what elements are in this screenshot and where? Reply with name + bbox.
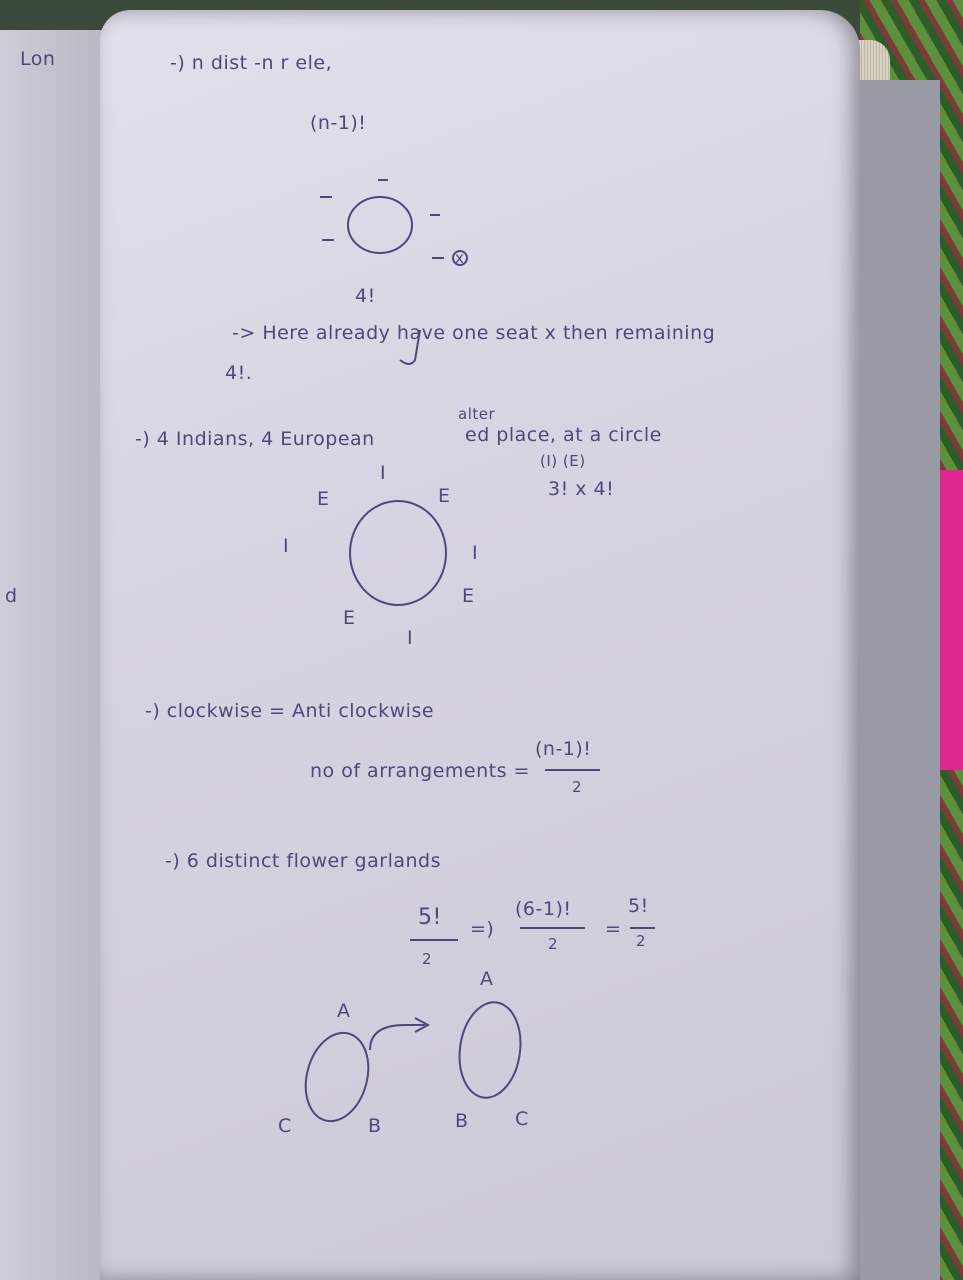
formula-1-numerator: (n-1)! xyxy=(535,738,592,760)
seat-bottom-right: E xyxy=(462,585,475,607)
garland-numerator-3: 5! xyxy=(628,895,649,917)
formula-1-denominator: 2 xyxy=(572,778,583,796)
circle-1-label: 4! xyxy=(355,285,376,307)
left-margin-bottom: d xyxy=(5,585,18,607)
seat-top: I xyxy=(380,462,387,484)
garland-left-top-label: A xyxy=(337,1000,351,1022)
note-line-1: -) n dist -n r ele, xyxy=(170,52,333,74)
garland-circle-left xyxy=(296,1026,377,1128)
garland-right-bottom-left-label: B xyxy=(455,1110,469,1132)
note-ie: (I) (E) xyxy=(540,452,586,470)
garland-equals: = xyxy=(605,918,622,940)
note-problem-2: ed place, at a circle xyxy=(465,424,662,446)
note-line-2: (n-1)! xyxy=(310,112,367,134)
seat-bottom: I xyxy=(407,627,414,649)
note-problem: -) 4 Indians, 4 European xyxy=(135,428,375,450)
garland-numerator-1: 5! xyxy=(418,905,442,930)
arrow-between-garlands xyxy=(370,1018,428,1050)
note-line-3: -> Here already have one seat x then remaining xyxy=(232,322,716,344)
garland-circle-right xyxy=(454,998,527,1101)
garland-right-bottom-right-label: C xyxy=(515,1108,529,1130)
note-arrangements: no of arrangements = xyxy=(310,760,530,782)
garland-left-bottom-right-label: B xyxy=(368,1115,382,1137)
garland-numerator-2: (6-1)! xyxy=(515,898,572,920)
seat-top-right: E xyxy=(438,485,451,507)
seat-left: I xyxy=(283,535,290,557)
note-answer-1: 3! x 4! xyxy=(548,478,615,500)
seat-bottom-left: E xyxy=(343,607,356,629)
note-line-4: 4!. xyxy=(225,362,253,384)
left-margin-top: Lon xyxy=(20,48,56,70)
note-garland: -) 6 distinct flower garlands xyxy=(165,850,441,872)
garland-denominator-2: 2 xyxy=(548,935,559,953)
circle-2 xyxy=(350,501,446,605)
garland-denominator-3: 2 xyxy=(636,932,647,950)
circle-1 xyxy=(348,197,412,253)
note-clockwise: -) clockwise = Anti clockwise xyxy=(145,700,435,722)
garland-left-bottom-left-label: C xyxy=(278,1115,292,1137)
note-alter: alter xyxy=(458,405,496,423)
circle-1-mark-label: x xyxy=(455,249,465,267)
garland-denominator-1: 2 xyxy=(422,950,433,968)
garland-arrow: =) xyxy=(470,918,495,940)
seat-top-left: E xyxy=(317,488,330,510)
seat-right: I xyxy=(472,542,479,564)
garland-right-top-label: A xyxy=(480,968,494,990)
